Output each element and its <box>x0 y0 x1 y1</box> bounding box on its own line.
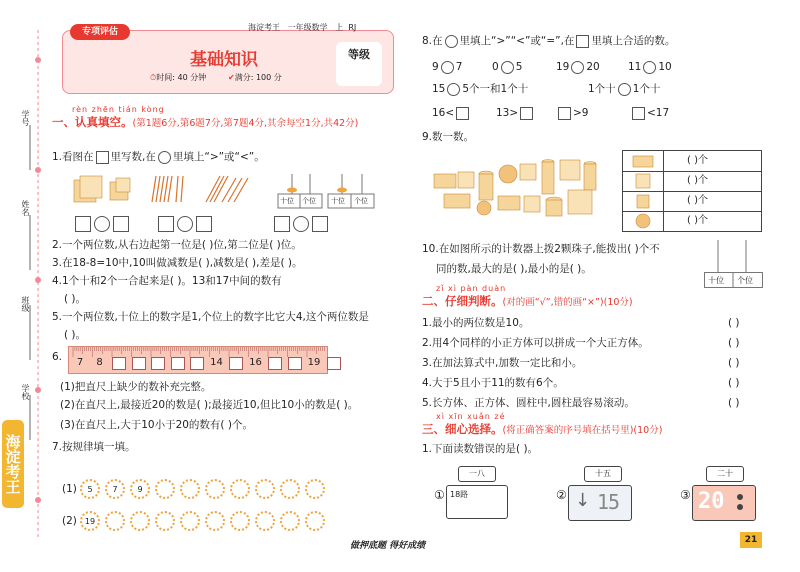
ruler-number: 14 <box>210 357 223 368</box>
answer-circle[interactable] <box>571 61 584 74</box>
value: 15 <box>432 83 446 95</box>
cube <box>458 172 474 188</box>
pattern-value: 9 <box>137 484 143 494</box>
judge-answer-4[interactable]: ( ) <box>728 377 740 389</box>
time-text: 时间: 40 分钟 <box>156 73 207 82</box>
q6-part1: (1)把直尺上缺少的数补充完整。 <box>60 381 212 393</box>
q6-part3: (3)在直尺上,大于10小于20的数有( )个。 <box>60 419 253 431</box>
edition: RJ <box>348 23 357 32</box>
q10: 10.在如图所示的计数器上拨2颗珠子,能拨出( )个不 <box>422 243 660 255</box>
option2-display <box>568 485 632 521</box>
ruler-number[interactable] <box>171 357 185 370</box>
abacus1-tens: 十位 <box>280 197 294 205</box>
cylinder-body <box>479 174 493 200</box>
q9: 9.数一数。 <box>422 131 475 143</box>
answer-circle[interactable] <box>501 61 514 74</box>
count-answer-3[interactable]: ( )个 <box>687 195 708 206</box>
q8-text-b: 里填上“>”“<”或“=”,在 <box>459 35 575 47</box>
option1-display <box>446 485 508 519</box>
q8-row1-pair3 <box>556 60 600 74</box>
q1-text-a: 1.看图在 <box>52 151 94 163</box>
time-info <box>150 72 206 83</box>
value: 5个一和1个十 <box>462 83 529 95</box>
q1-text-c: 里填上“>”或“<”。 <box>172 151 265 163</box>
answer-circle[interactable] <box>293 216 309 232</box>
stick-bundle-1 <box>152 176 183 202</box>
ruler-number[interactable] <box>112 357 126 370</box>
cuboid <box>434 174 456 188</box>
section2-heading-row <box>422 294 633 310</box>
ruler-number[interactable] <box>132 357 146 370</box>
pattern-circle[interactable] <box>305 479 325 499</box>
q8 <box>422 34 675 48</box>
sphere-icon <box>636 214 650 228</box>
pattern-circle[interactable] <box>205 511 225 531</box>
judge-answer-2[interactable]: ( ) <box>728 337 740 349</box>
cylinder-icon <box>637 195 649 208</box>
q5: 5.一个两位数,十位上的数字是1,个位上的数字比它大4,这个两位数是 <box>52 311 369 323</box>
judge-item-5: 5.长方体、正方体、圆柱中,圆柱最容易滚动。 <box>422 397 635 409</box>
section3-pinyin: xì xīn xuǎn zé <box>436 412 506 421</box>
score-text: 满分: 100 分 <box>234 73 282 82</box>
answer-circle[interactable] <box>94 216 110 232</box>
answer-circle[interactable] <box>643 61 656 74</box>
ruler-number: 7 <box>76 357 84 368</box>
judge-answer-1[interactable]: ( ) <box>728 317 740 329</box>
ruler-number: 8 <box>96 357 103 368</box>
footer-motto: 做押底题 得好成绩 <box>350 541 426 551</box>
pattern-circle <box>80 511 100 531</box>
q8-row1-pair1 <box>432 60 462 74</box>
count-shape-icons <box>623 151 663 231</box>
cuboid-icon <box>633 156 653 167</box>
answer-circle[interactable] <box>158 151 171 164</box>
answer-box[interactable] <box>558 107 571 120</box>
ruler-number[interactable] <box>229 357 243 370</box>
value: 9 <box>432 61 439 73</box>
value: <17 <box>647 107 670 119</box>
q5-continued: ( )。 <box>64 329 87 341</box>
count-table <box>622 150 762 232</box>
judge-item-4: 4.大于5且小于11的数有6个。 <box>422 377 564 389</box>
pattern-circle[interactable] <box>180 511 200 531</box>
pattern-circle[interactable] <box>305 511 325 531</box>
q4: 4.1个十和2个一合起来是( )。13和17中间的数有 <box>52 275 282 287</box>
sphere <box>499 165 517 183</box>
q1 <box>52 150 265 164</box>
sidebar-student-id-label: 学号 <box>21 110 30 126</box>
cuboid <box>498 196 520 210</box>
pattern-circle <box>130 479 150 499</box>
cube-block-1 <box>74 176 102 202</box>
value: >9 <box>573 107 589 119</box>
solids-picture <box>432 152 610 222</box>
sidebar-name-label: 姓名 <box>21 200 30 216</box>
answer-box[interactable] <box>113 216 129 232</box>
q8-row3-c <box>556 106 588 120</box>
q2: 2.一个两位数,从右边起第一位是( )位,第二位是( )位。 <box>52 239 302 251</box>
cube <box>568 190 592 214</box>
section1-points: (第1题6分,第6题7分,第7题4分,其余每空1分,共42分) <box>132 118 359 129</box>
pattern-value: 7 <box>112 484 118 494</box>
option3-display <box>692 485 756 521</box>
q8-row1-pair4 <box>628 60 672 74</box>
answer-box[interactable] <box>158 216 174 232</box>
q8-text-c: 里填上合适的数。 <box>591 35 676 47</box>
answer-box[interactable] <box>75 216 91 232</box>
pattern-circle <box>80 479 100 499</box>
ruler <box>68 346 328 374</box>
grade-label: 等级 <box>348 48 370 61</box>
cylinder-body <box>584 164 596 190</box>
q10-abacus-tens: 十位 <box>708 276 724 285</box>
page-title: 基础知识 <box>190 50 258 70</box>
q8-text-a: 8.在 <box>422 35 443 47</box>
pattern-circle[interactable] <box>130 511 150 531</box>
section3-points: (将正确答案的序号填在括号里)(10分) <box>502 425 663 436</box>
judge-item-1: 1.最小的两位数是10。 <box>422 317 530 329</box>
sidebar-school-label: 学校 <box>21 384 30 400</box>
pattern-circle[interactable] <box>255 479 275 499</box>
q8-row2-pair1 <box>432 82 528 96</box>
sidebar-class-label: 班级 <box>21 296 30 312</box>
brand-logo: 海淀考王 <box>2 420 24 508</box>
q8-row2-pair2 <box>588 82 660 96</box>
value: 10 <box>658 61 672 73</box>
section2-pinyin: zǐ xì pàn duàn <box>436 284 507 293</box>
pattern-circle[interactable] <box>205 479 225 499</box>
answer-box[interactable] <box>96 151 109 164</box>
answer-box[interactable] <box>274 216 290 232</box>
pattern-circle[interactable] <box>280 511 300 531</box>
value: 13> <box>496 107 519 119</box>
answer-circle[interactable] <box>618 83 631 96</box>
header-meta <box>248 22 356 33</box>
answer-box[interactable] <box>632 107 645 120</box>
pattern-circle[interactable] <box>105 511 125 531</box>
answer-box[interactable] <box>456 107 469 120</box>
score-info <box>228 72 282 83</box>
cube <box>524 196 540 212</box>
stick-bundle-2 <box>206 176 248 202</box>
grade-box <box>336 42 382 86</box>
cuboid <box>444 194 470 208</box>
dot-icon <box>737 504 743 510</box>
judge-item-3: 3.在加法算式中,加数一定比和小。 <box>422 357 583 369</box>
q7-row1-label: (1) <box>62 483 77 495</box>
answer-box[interactable] <box>312 216 328 232</box>
q8-row3-a <box>432 106 471 120</box>
ruler-number[interactable] <box>288 357 302 370</box>
value: 11 <box>628 61 642 73</box>
answer-circle[interactable] <box>445 35 458 48</box>
count-answer-4[interactable]: ( )个 <box>687 215 708 226</box>
option2-content: 15 <box>597 490 620 514</box>
q6-part2: (2)在直尺上,最接近20的数是( );最接近10,但比10小的数是( )。 <box>60 399 359 411</box>
abacus2-ones: 个位 <box>354 197 368 205</box>
q1-text-b: 里写数,在 <box>110 151 156 163</box>
cube <box>520 164 536 180</box>
option3-title: 二十 <box>706 466 744 482</box>
value: 1个十 <box>632 83 661 95</box>
option1-title: 一八 <box>458 466 496 482</box>
pattern-circle[interactable] <box>280 479 300 499</box>
section1-pinyin: rèn zhēn tián kòng <box>72 105 165 114</box>
answer-circle[interactable] <box>447 83 460 96</box>
down-arrow-icon: ↓ <box>575 490 591 511</box>
ruler-number: 19 <box>307 357 321 368</box>
pattern-value: 5 <box>87 484 93 494</box>
cube-block-2 <box>110 178 130 200</box>
value: 1个十 <box>588 83 616 95</box>
value: 5 <box>515 61 523 73</box>
grade-subject: 一年级数学 <box>287 23 328 32</box>
judge-answer-3[interactable]: ( ) <box>728 357 740 369</box>
q4-continued: ( )。 <box>64 293 87 305</box>
q8-row3-d <box>630 106 669 120</box>
pattern-circle[interactable] <box>255 511 275 531</box>
section1-heading-row <box>52 115 358 131</box>
dot-icon <box>737 494 743 500</box>
q8-row1-pair2 <box>492 60 522 74</box>
volume: 上 <box>335 23 344 32</box>
pattern-circle[interactable] <box>230 479 250 499</box>
pattern-circle[interactable] <box>230 511 250 531</box>
option1-content: 18路 <box>450 490 469 499</box>
q8-row3-b <box>496 106 535 120</box>
option3-content: 20 <box>698 489 725 514</box>
ruler-number[interactable] <box>151 357 165 370</box>
value: 20 <box>586 61 600 73</box>
q3: 3.在18-8=10中,10叫做减数是( ),减数是( ),差是( )。 <box>52 257 303 269</box>
cube <box>560 160 580 180</box>
answer-circle[interactable] <box>177 216 193 232</box>
choice-q1: 1.下面读数错误的是( )。 <box>422 443 539 455</box>
count-answer-2[interactable]: ( )个 <box>687 175 708 186</box>
ruler-number: 16 <box>249 357 262 368</box>
value: 16< <box>432 107 455 119</box>
pattern-circle[interactable] <box>180 479 200 499</box>
abacus1-ones: 个位 <box>302 197 316 205</box>
judge-answer-5[interactable]: ( ) <box>728 397 740 409</box>
sphere <box>477 201 491 215</box>
q1-pictures <box>60 172 390 212</box>
count-answer-1[interactable]: ( )个 <box>687 155 708 166</box>
ruler-number[interactable] <box>268 357 282 370</box>
cylinder-body <box>546 200 562 216</box>
option3-label[interactable]: ③ <box>680 488 691 502</box>
option2-label[interactable]: ② <box>556 488 567 502</box>
q10-continued: 同的数,最大的是( ),最小的是( )。 <box>436 263 592 275</box>
q7-row2-label: (2) <box>62 515 77 527</box>
value: 19 <box>556 61 570 73</box>
cylinder-body <box>542 162 554 194</box>
section2-points: (对的画“√”,错的画“×”)(10分) <box>502 297 633 308</box>
check-icon: ✔ <box>228 73 235 82</box>
pattern-circle[interactable] <box>155 479 175 499</box>
q6-number: 6. <box>52 351 63 363</box>
header-badge: 专项评估 <box>70 24 130 40</box>
q10-abacus-ones: 个位 <box>737 276 753 285</box>
page-number: 21 <box>740 532 762 548</box>
ruler-number[interactable] <box>190 357 204 370</box>
pattern-circle[interactable] <box>155 511 175 531</box>
series-name: 海淀考王 <box>248 23 280 32</box>
answer-circle[interactable] <box>441 61 454 74</box>
section3-heading-row <box>422 422 662 438</box>
q7: 7.按规律填一填。 <box>52 441 136 453</box>
value: 7 <box>455 61 463 73</box>
ruler-number[interactable] <box>327 357 341 370</box>
answer-box[interactable] <box>576 35 589 48</box>
binding-sidebar <box>0 0 48 572</box>
clock-icon: ⏱ <box>150 73 157 82</box>
answer-box[interactable] <box>196 216 212 232</box>
section1-heading: 一、认真填空。 <box>52 115 133 129</box>
section2-heading: 二、仔细判断。 <box>422 294 503 308</box>
pattern-circle <box>105 479 125 499</box>
cube-icon <box>636 174 650 188</box>
option2-title: 十五 <box>584 466 622 482</box>
pattern-value: 19 <box>84 516 96 526</box>
option1-label[interactable]: ① <box>434 488 445 502</box>
section3-heading: 三、细心选择。 <box>422 422 503 436</box>
abacus2-tens: 十位 <box>331 197 345 205</box>
value: 0 <box>492 61 499 73</box>
judge-item-2: 2.用4个同样的小正方体可以拼成一个大正方体。 <box>422 337 649 349</box>
answer-box[interactable] <box>520 107 533 120</box>
